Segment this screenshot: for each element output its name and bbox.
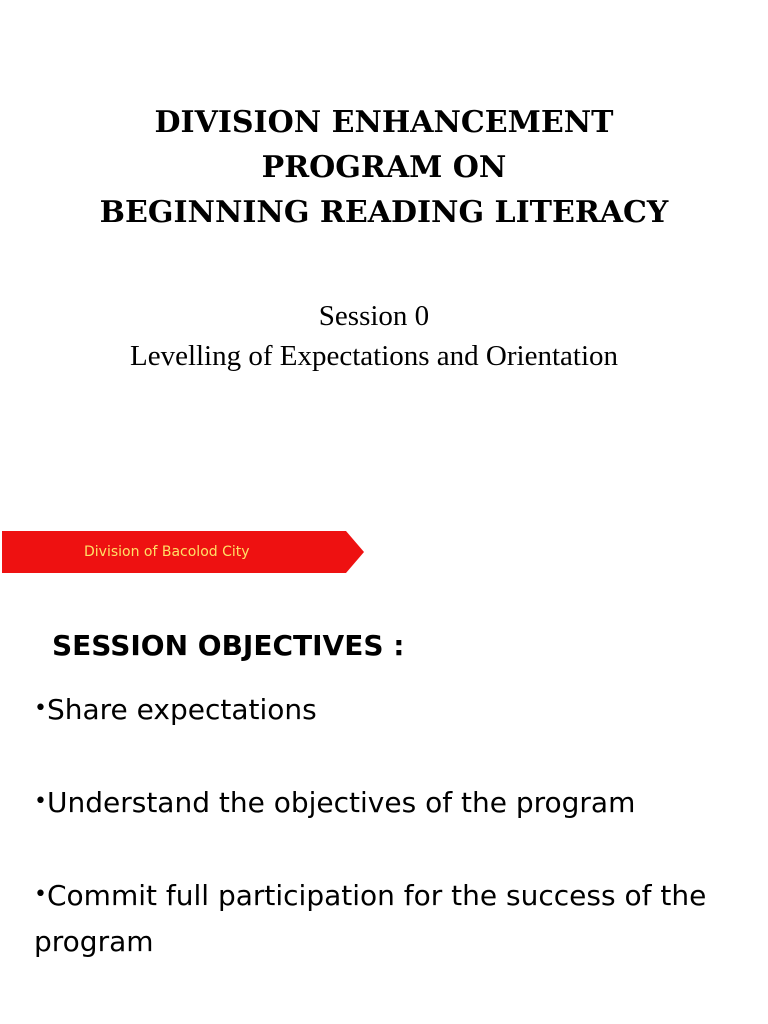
session-number: Session 0: [318, 300, 430, 332]
title-line-3: BEGINNING READING LITERACY: [99, 195, 669, 230]
title-line-1: DIVISION ENHANCEMENT: [154, 105, 614, 140]
banner-label: Division of Bacolod City: [84, 544, 250, 560]
objectives-heading: SESSION OBJECTIVES :: [52, 629, 405, 662]
title-line-2: PROGRAM ON: [261, 150, 507, 185]
objective-text: Share expectations: [46, 693, 317, 726]
objective-item: [34, 872, 734, 965]
session-name: Levelling of Expectations and Orientation: [129, 340, 618, 372]
objective-text: Understand the objectives of the program: [46, 786, 636, 819]
objective-item: [34, 779, 734, 826]
slide-title: [0, 100, 768, 235]
objective-text: Commit full participation for the success of the program: [34, 879, 707, 958]
objectives-list: [34, 686, 734, 1011]
objective-item: [34, 686, 734, 733]
division-banner: [2, 531, 364, 573]
session-subtitle: [0, 296, 748, 376]
bullet-icon: •: [34, 882, 47, 907]
bullet-icon: •: [34, 696, 47, 721]
bullet-icon: •: [34, 789, 47, 814]
